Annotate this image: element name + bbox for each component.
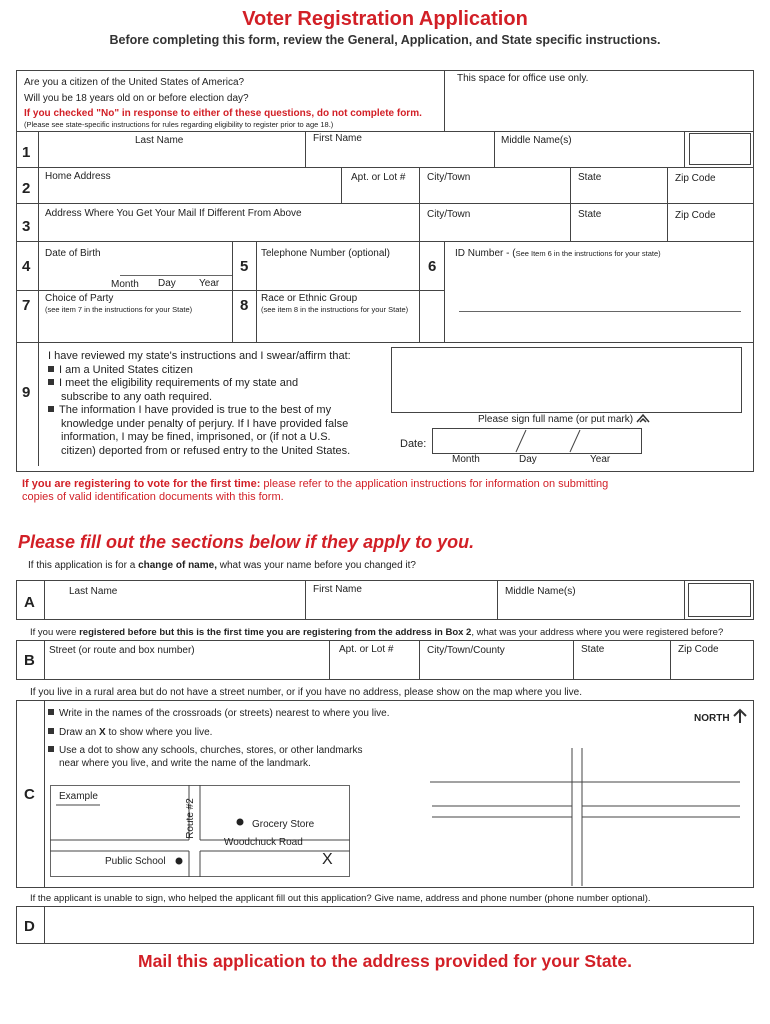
bullet-icon [48,366,54,372]
public-school-label: Public School [105,856,166,867]
oath-item-eligibility-cont: subscribe to any oath required. [61,390,213,403]
helper-info-input[interactable] [46,908,752,942]
id-number-input[interactable] [459,292,741,310]
bullet-icon [48,746,54,752]
mail-address-label: Address Where You Get Your Mail If Different From Above [45,208,302,219]
mail-instructions: Mail this application to the address provided for your State. [138,951,632,971]
id-number-main: ID Number - ( [455,248,516,259]
citizen-question: Are you a citizen of the United States of America? [24,77,245,88]
date-label: Date: [400,438,427,450]
mail-address-input[interactable] [40,222,418,240]
map-instructions: Write in the names of the crossroads (or streets) nearest to where you live. Draw an X to show where you live. Use a dot to show any schools, churches, stores, or other landmarks near where you live, and write the name of the landmark. [48,707,390,770]
sign-day-label: Day [519,454,537,465]
bullet-icon [48,406,54,412]
oath-text: I have reviewed my state's instructions and I swear/affirm that: I am a United States citizen I meet the eligibility requirements of my state and subscribe to any oath required. The information I have provided is true to the best of my knowledge under penalty of perjury. If I have provided false information, I may be fined, imprisoned, or (if not a U.S. citizen) deported from or refused entry to the United States. [48,350,393,458]
prev-name-input[interactable] [46,600,682,618]
race-label: Race or Ethnic Group [261,293,358,304]
box-number-1: 1 [22,144,31,161]
box-number-3: 3 [22,218,31,235]
prev-state-label: State [581,644,605,655]
eligibility-note: (Please see state-specific instructions for rules regarding eligibility to register prior to age 18.) [24,120,334,129]
prev-middle-name-label: Middle Name(s) [505,586,576,597]
box-number-5: 5 [240,258,249,275]
route-label: Route #2 [184,798,196,839]
example-map [50,785,350,877]
x-mark: X [322,851,333,868]
example-label: Example [59,791,98,802]
box-number-2: 2 [22,180,31,197]
phone-input[interactable] [260,262,420,284]
id-number-note: See Item 6 in the instructions for your state) [515,249,661,258]
sign-month-label: Month [452,454,480,465]
map-instruction-3: Use a dot to show any schools, churches, stores, or other landmarks [48,744,390,757]
name-input[interactable] [40,148,680,166]
first-name-label: First Name [313,133,362,144]
mail-city-label: City/Town [427,209,471,220]
oath-intro: I have reviewed my state's instructions and I swear/affirm that: [48,350,351,362]
first-time-note: If you are registering to vote for the first time: please refer to the application instructions for information on submitting copies of valid identification documents with this form. [22,478,609,503]
section-a-letter: A [24,594,35,611]
party-input[interactable] [40,318,230,340]
prev-zip-label: Zip Code [678,644,719,655]
form-title: Voter Registration Application [242,8,528,30]
map-drawing-area[interactable] [400,700,752,886]
race-note: (see item 8 in the instructions for your State) [261,305,409,314]
oath-item-citizen: I am a United States citizen [48,364,393,378]
signature-label: Please sign full name (or put mark) [478,413,650,425]
city-town-label: City/Town [427,172,471,183]
race-input[interactable] [260,318,418,340]
zip-code-label: Zip Code [675,173,716,184]
mail-zip-label: Zip Code [675,210,716,221]
home-address-input[interactable] [40,185,340,202]
dob-day-label: Day [158,278,176,289]
prev-address-input[interactable] [46,660,328,678]
office-use-label: This space for office use only. [457,73,589,84]
oath-item-eligibility: I meet the eligibility requirements of my state and [48,377,393,391]
state-label: State [578,172,602,183]
prev-first-name-label: First Name [313,584,362,595]
section-d-letter: D [24,918,35,935]
dob-year-label: Year [199,278,220,289]
home-address-label: Home Address [45,171,111,182]
party-note: (see item 7 in the instructions for your State) [45,305,193,314]
up-arrow-icon [636,413,650,423]
phone-label: Telephone Number (optional) [261,248,390,259]
signature-box[interactable] [391,347,742,413]
box-number-4: 4 [22,258,31,275]
last-name-label: Last Name [135,135,184,146]
age-question: Will you be 18 years old on or before election day? [24,93,249,104]
office-use-box-a [688,583,751,617]
box-number-6: 6 [428,258,437,275]
id-number-label [455,248,661,259]
form-subtitle: Before completing this form, review the General, Application, and State specific instructions. [109,33,661,47]
middle-name-label: Middle Name(s) [501,135,572,146]
apt-lot-label: Apt. or Lot # [351,172,406,183]
dob-input[interactable] [110,258,235,275]
box-number-9: 9 [22,384,31,401]
section-b-letter: B [24,652,35,669]
bullet-icon [48,379,54,385]
section-c-intro: If you live in a rural area but do not have a street number, or if you have no address, please show on the map where you live. [30,687,582,698]
map-instruction-1: Write in the names of the crossroads (or streets) nearest to where you live. [48,707,390,720]
map-instruction-2: Draw an X to show where you live. [48,726,390,739]
woodchuck-road-label: Woodchuck Road [224,837,303,848]
crossroads-lines [400,700,752,886]
party-label: Choice of Party [45,293,114,304]
box-number-7: 7 [22,297,31,314]
date-separators [432,428,642,454]
bullet-icon [48,728,54,734]
box-number-8: 8 [240,297,249,314]
bullet-icon [48,709,54,715]
prev-city-label: City/Town/County [427,645,505,656]
sign-year-label: Year [590,454,611,465]
dob-month-label: Month [111,279,139,290]
prev-apt-label: Apt. or Lot # [339,644,394,655]
prev-last-name-label: Last Name [69,586,118,597]
grocery-store-label: Grocery Store [252,819,315,830]
section-a-intro: If this application is for a change of name, what was your name before you changed it? [28,560,416,571]
eligibility-warning: If you checked "No" in response to either of these questions, do not complete form. [24,108,422,119]
section-d-intro: If the applicant is unable to sign, who helped the applicant fill out this application? Give name, address and phone number (phone number optional). [30,893,651,904]
office-use-box-1 [689,133,751,165]
prev-street-label: Street (or route and box number) [49,645,195,656]
oath-item-truth: The information I have provided is true to the best of my [48,404,393,418]
section-c-letter: C [24,786,35,803]
north-label: NORTH [694,708,748,724]
mail-state-label: State [578,209,602,220]
section-b-intro: If you were registered before but this is the first time you are registering from the address in Box 2, what was your address where you were registered before? [30,627,724,638]
dob-label: Date of Birth [45,248,101,259]
optional-sections-heading: Please fill out the sections below if they apply to you. [18,532,475,552]
